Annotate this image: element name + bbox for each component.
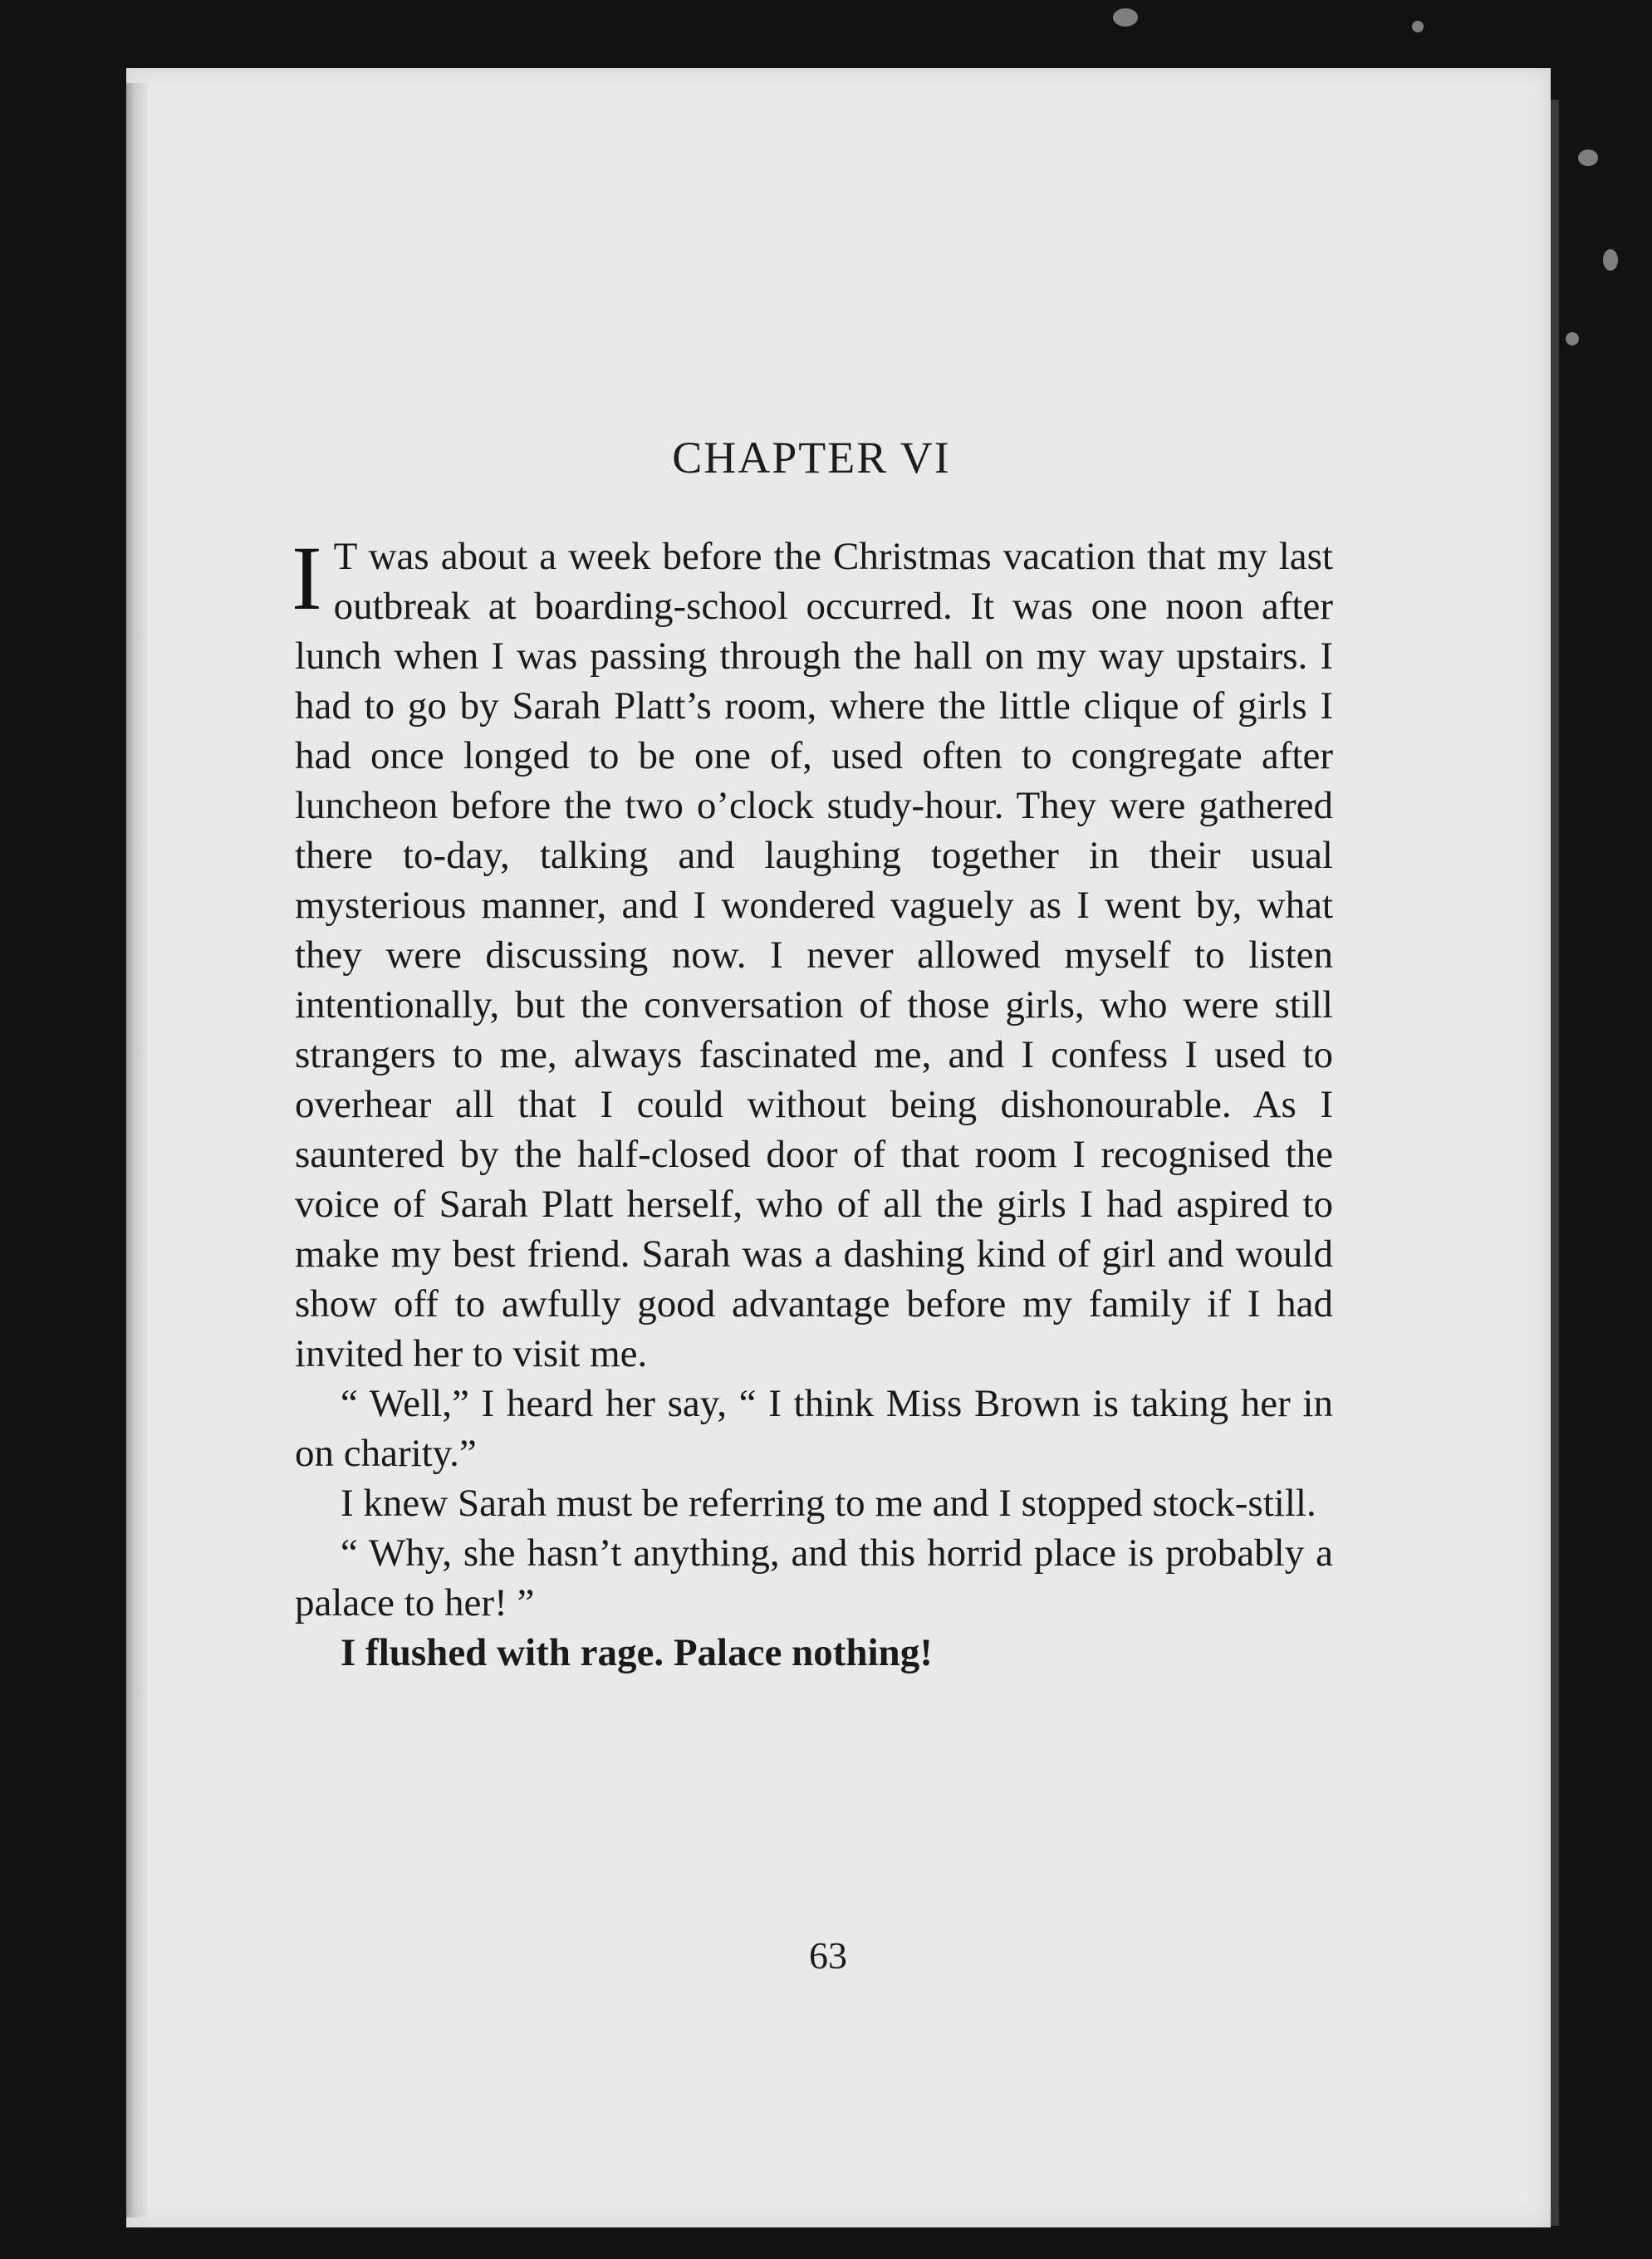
chapter-heading: CHAPTER VI (672, 433, 951, 483)
paragraph: “ Why, she hasn’t anything, and this horrid place is probably a palace to her! ” (295, 1531, 1333, 1624)
page-edge (1551, 100, 1559, 2226)
page-number: 63 (809, 1934, 847, 1977)
body-text (292, 527, 1333, 1678)
drop-cap: I (292, 527, 322, 629)
scan-speck (1113, 8, 1138, 27)
paragraph: I knew Sarah must be referring to me and I stopped stock-still. (341, 1482, 1316, 1525)
paragraph-text: T was about a week before the Christmas vacation that my last outbreak at boarding-school occurred. It was one noon after lunch when I was passing through the hall on my way upstairs. I had to go by Sarah Platt’s room, where the little clique of girls I had once longed to be one of, used often to congregate after luncheon before the two o’clock study-hour. They were gathered there to-day, talking and laughing together in their usual mysterious manner, and I wondered vaguely as I went by, what they were discussing now. I never allowed myself to listen intentionally, but the conversation of those girls, who were still strangers to me, always fascinated me, and I confess I used to overhear all that I could without being dishonourable. As I sauntered by the half-closed door of that room I recognised the voice of Sarah Platt herself, who of all the girls I had aspired to make my best friend. Sarah was a dashing kind of girl and would show off to awfully good advantage before my family if I had invited her to visit me. (295, 535, 1333, 1375)
paragraph: I flushed with rage. Palace nothing! (341, 1631, 933, 1674)
scan-speck (1412, 21, 1424, 32)
paragraph: “ Well,” I heard her say, “ I think Miss Brown is taking her in on charity.” (295, 1382, 1333, 1475)
page-gutter (126, 83, 148, 2217)
scan-speck (1566, 332, 1579, 345)
scan-speck (1578, 149, 1598, 166)
paragraph (292, 527, 1333, 1379)
scan-speck (1603, 249, 1618, 271)
